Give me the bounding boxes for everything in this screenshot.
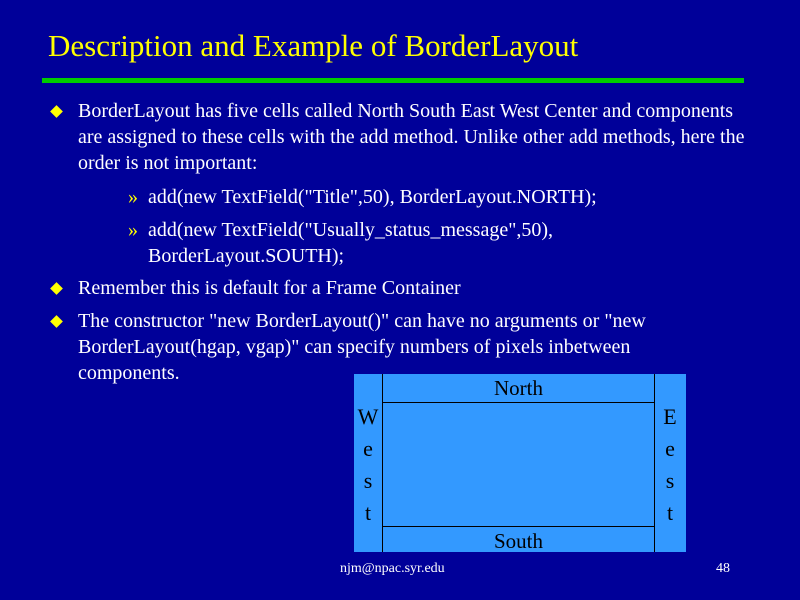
- east-letter: t: [666, 500, 674, 525]
- bullet-diamond-icon: [50, 315, 63, 328]
- bullet-text: BorderLayout has five cells called North South East West Center and components are assigned to these cells with the add method. Unlike other add methods, here the order is not important:: [78, 100, 745, 174]
- bullet-diamond-icon: [50, 282, 63, 295]
- sub-bullet-marker: »: [128, 219, 138, 241]
- bullet-text: Remember this is default for a Frame Container: [78, 277, 461, 299]
- diagram-divider: [382, 526, 654, 527]
- diagram-divider: [382, 374, 383, 552]
- east-letter: e: [665, 436, 675, 461]
- west-letter: e: [363, 436, 373, 461]
- north-label: North: [494, 376, 543, 400]
- sub-item-text: add(new TextField("Title",50), BorderLayout.NORTH);: [148, 186, 597, 208]
- diagram-divider: [382, 402, 654, 403]
- page-number: 48: [716, 561, 730, 576]
- bullet-diamond-icon: [50, 105, 63, 118]
- sub-bullet-marker: »: [128, 186, 138, 208]
- south-label: South: [494, 529, 544, 553]
- west-letter: W: [357, 404, 379, 429]
- slide-title: Description and Example of BorderLayout: [48, 28, 579, 63]
- west-letter: t: [364, 500, 372, 525]
- borderlayout-diagram: [354, 374, 686, 552]
- footer-email: njm@npac.syr.edu: [340, 561, 445, 576]
- diagram-divider: [654, 374, 655, 552]
- west-letter: s: [363, 468, 373, 493]
- sub-item-text: add(new TextField("Usually_status_message",50), BorderLayout.SOUTH);: [148, 219, 554, 267]
- east-letter: E: [663, 404, 677, 429]
- east-letter: s: [665, 468, 675, 493]
- title-rule: [42, 78, 744, 83]
- bullet-text: The constructor "new BorderLayout()" can have no arguments or "new BorderLayout(hgap, vgap)" can specify numbers of pixels inbetween components.: [78, 310, 646, 384]
